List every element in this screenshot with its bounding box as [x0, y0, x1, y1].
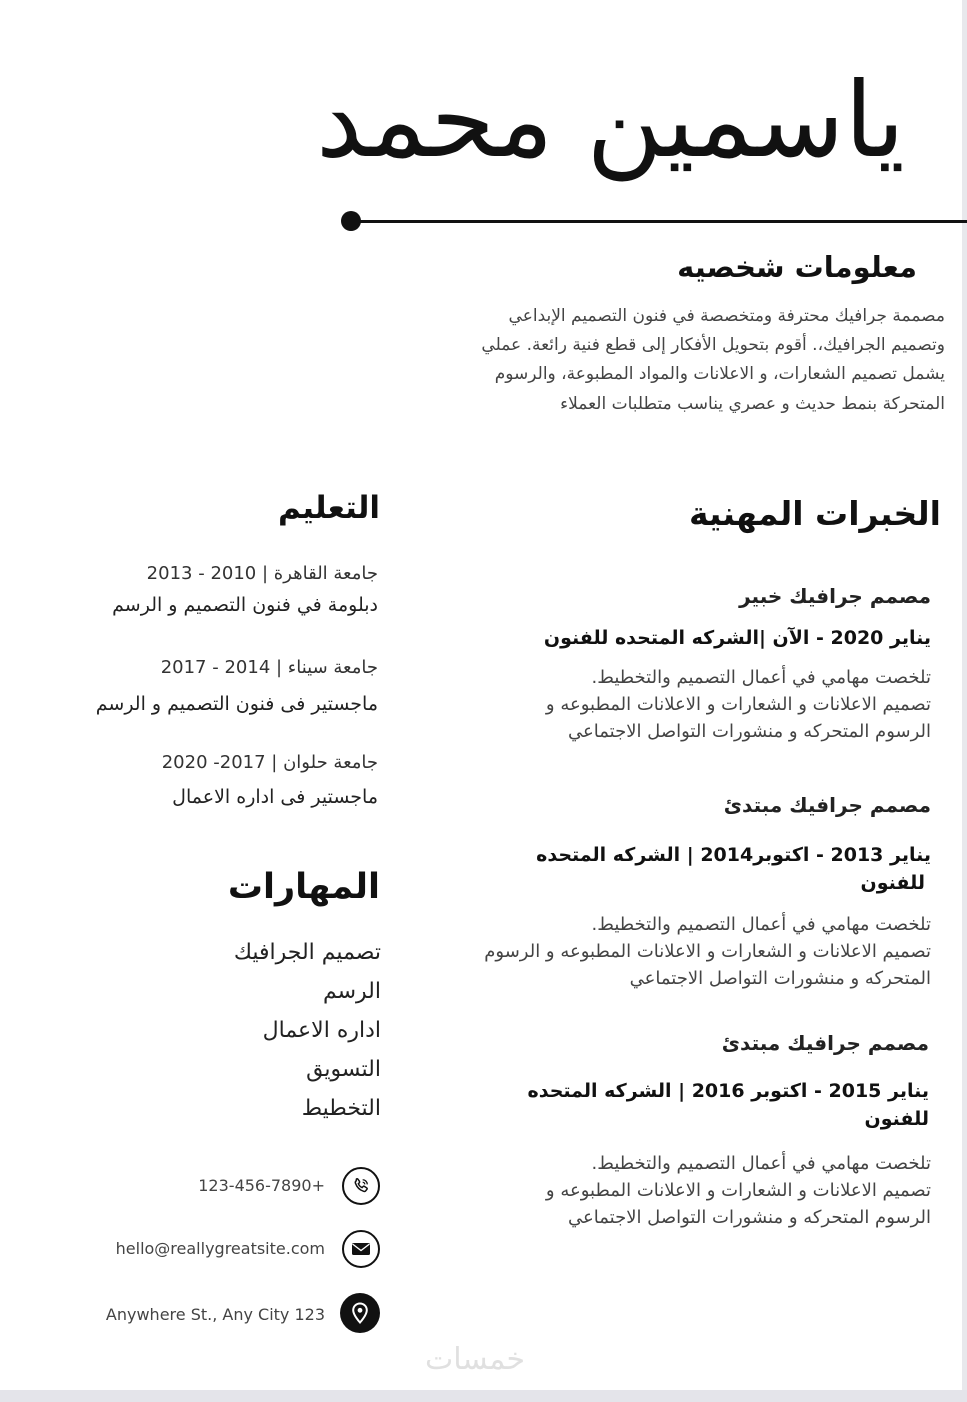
about-line: وتصميم الجرافيك،. أقوم بتحويل الأفكار إلى قطع فنية رائعة. عملي — [481, 335, 945, 356]
contact-email — [100, 1230, 380, 1270]
education-degree: ماجستير فى اداره الاعمال — [172, 786, 378, 808]
location-pin-icon — [340, 1293, 380, 1333]
job-desc-line: تصميم الاعلانات و الشعارات و الاعلانات المطبوعه و الرسوم — [484, 941, 931, 962]
email-text[interactable]: hello@reallygreatsite.com — [115, 1239, 325, 1258]
job-desc-line: الرسوم المتحركه و منشورات التواصل الاجتماعي — [568, 721, 931, 742]
job-description — [451, 1150, 931, 1231]
job-desc-line: تلخصت مهامي في أعمال التصميم والتخطيط. — [591, 1153, 931, 1174]
page-edge — [962, 0, 967, 1390]
watermark-logo: خمسات — [425, 1342, 526, 1377]
experience-title: الخبرات المهنية — [688, 494, 941, 533]
job-date — [489, 1078, 929, 1133]
education-degree: دبلومة في فنون التصميم و الرسم — [112, 594, 378, 616]
skill-item: التسويق — [306, 1057, 381, 1082]
job-desc-line: تلخصت مهامي في أعمال التصميم والتخطيط. — [591, 914, 931, 935]
education-title: التعليم — [277, 490, 380, 526]
education-meta: جامعة حلوان | 2017- 2020 — [161, 752, 378, 773]
address-text: Anywhere St., Any City 123 — [105, 1305, 325, 1324]
about-text — [385, 302, 945, 419]
skill-item: التخطيط — [301, 1096, 381, 1121]
job-title: مصمم جرافيك مبتدئ — [721, 1031, 929, 1055]
header-divider-dot — [341, 211, 361, 231]
job-date — [491, 625, 931, 653]
about-line: مصممة جرافيك محترفة ومتخصصة في فنون التصميم الإبداعي — [508, 306, 945, 326]
skill-item: الرسم — [322, 979, 381, 1004]
phone-text[interactable]: 123-456-7890+ — [198, 1176, 325, 1195]
job-date — [491, 842, 931, 897]
skills-title: المهارات — [227, 867, 380, 907]
job-date-line: يناير 2020 - الآن |الشركه المتحده للفنون — [543, 627, 931, 649]
skill-item: تصميم الجرافيك — [233, 940, 381, 965]
header-divider — [352, 220, 967, 223]
job-date-line: للفنون — [860, 871, 925, 894]
job-desc-line: الرسوم المتحركه و منشورات التواصل الاجتماعي — [568, 1207, 931, 1228]
job-desc-line: تلخصت مهامي في أعمال التصميم والتخطيط. — [591, 667, 931, 688]
job-title: مصمم جرافيك خبير — [739, 584, 931, 608]
mail-icon — [342, 1230, 380, 1268]
skills-list — [81, 940, 381, 1135]
page-bottom-edge — [0, 1390, 967, 1402]
education-degree: ماجستير فى فنون التصميم و الرسم — [95, 693, 378, 715]
job-date-line: يناير 2013 - اكتوبر2014 | الشركه المتحده — [536, 844, 931, 866]
job-title: مصمم جرافيك مبتدئ — [723, 793, 931, 817]
job-date-line: للفنون — [864, 1107, 929, 1130]
resume-name: ياسمين محمد — [315, 59, 905, 181]
job-desc-line: تصميم الاعلانات و الشعارات و الاعلانات المطبوعه و — [545, 694, 931, 715]
job-description — [451, 664, 931, 745]
about-title: معلومات شخصيه — [677, 250, 917, 284]
job-desc-line: تصميم الاعلانات و الشعارات و الاعلانات المطبوعه و — [545, 1180, 931, 1201]
job-desc-line: المتحركه و منشورات التواصل الاجتماعي — [629, 968, 931, 989]
education-meta: جامعة القاهرة | 2010 - 2013 — [146, 563, 378, 584]
about-line: يشمل تصميم الشعارات، و الاعلانات والمواد المطبوعة، والرسوم — [494, 364, 945, 385]
contact-phone — [100, 1167, 380, 1207]
contact-address — [100, 1293, 380, 1333]
job-date-line: يناير 2015 - اكتوبر 2016 | الشركه المتحده — [527, 1080, 929, 1102]
about-line: المتحركة بنمط حديث و عصري يناسب متطلبات العملاء — [560, 393, 945, 414]
job-description — [441, 911, 931, 992]
education-meta: جامعة سيناء | 2014 - 2017 — [160, 657, 378, 678]
phone-icon — [342, 1167, 380, 1205]
skill-item: اداره الاعمال — [262, 1018, 381, 1043]
